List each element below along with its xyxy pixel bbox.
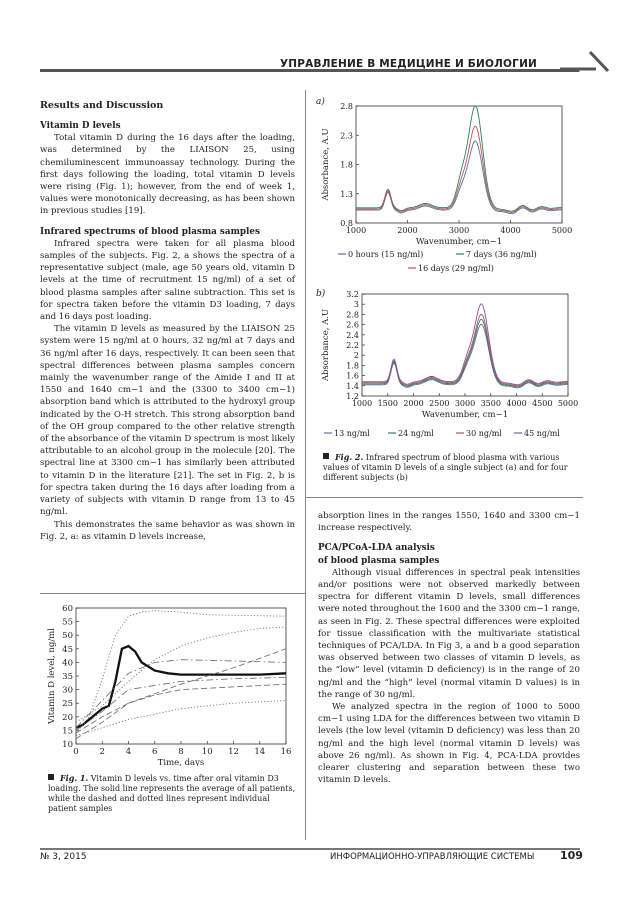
journal-section-title: УПРАВЛЕНИЕ В МЕДИЦИНЕ И БИОЛОГИИ <box>280 58 538 70</box>
x-tick-label: 8 <box>178 747 184 757</box>
series-patient-4 <box>76 649 286 739</box>
series-patient-1 <box>76 611 286 733</box>
x-tick-label: 3500 <box>480 399 501 408</box>
fig1-chart <box>40 598 302 766</box>
y-tick-label: 1.3 <box>340 189 353 199</box>
fig2-caption <box>323 452 578 483</box>
legend-entry: 45 ng/ml <box>524 429 560 438</box>
fig1-caption-text: Vitamin D levels vs. time after oral vitamin D3 loading. The solid line represents the average of all patients, while the dashed and dotted lines represent individual patient samples <box>48 774 296 813</box>
legend-entry: 16 days (29 ng/ml) <box>418 264 494 273</box>
series-16 days (29 ng/ml) <box>356 126 562 212</box>
y-tick-label: 2.2 <box>346 341 359 350</box>
x-tick-label: 6 <box>152 747 158 757</box>
paragraph: Infrared spectra were taken for all plasma blood samples of the subjects. Fig. 2, a shows the spectra of a representative subject (male, age 50 years old, vitamin D levels at the time of recruitment 15 ng/ml) of a set of blood plasma samples after saline subtraction. This set is for spectra taken before the vitamin D3 loading, 7 days and 16 days post loading. <box>40 238 295 323</box>
y-tick-label: 2.8 <box>340 102 353 111</box>
y-axis-label: Absorbance, A.U <box>321 308 331 382</box>
fig2-caption-label: Fig. 2. <box>335 452 364 462</box>
x-tick-label: 0 <box>73 747 79 757</box>
x-tick-label: 14 <box>254 747 266 757</box>
subsection-title: Infrared spectrums of blood plasma samples <box>40 226 260 237</box>
x-tick-label: 12 <box>228 747 239 757</box>
y-tick-label: 50 <box>62 631 73 642</box>
x-axis-label: Time, days <box>157 758 205 766</box>
series-24 ng/ml <box>362 319 568 387</box>
legend-entry: 24 ng/ml <box>398 429 434 438</box>
bullet-icon <box>48 774 54 780</box>
y-tick-label: 2.3 <box>340 131 353 141</box>
y-tick-label: 1.4 <box>346 381 359 391</box>
x-tick-label: 1500 <box>377 399 398 408</box>
subsection-title-cont: of blood plasma samples <box>318 555 440 566</box>
y-tick-label: 35 <box>62 672 73 682</box>
x-tick-label: 1000 <box>345 226 367 235</box>
paragraph: The vitamin D levels as measured by the LIAISON 25 system were 15 ng/ml at 0 hours, 32 ng/ml at 7 days and 36 ng/ml after 16 days, respectively. It can been seen that spectral differences between plasma samples concern mainly the wavenumber range of the Amide I and II at 1550 and 1640 cm−1 and the (3300 to 3400 cm−1) absorption band which is attributed to the hydroxyl group indicated by the O-H stretch. This strong absorption band of the OH group compared to the other relative strength of the absorbance of the vitamin D spectrum is most likely attributable to an alcohol group in the molecule [20]. The spectral line at 3300 cm−1 has similarly been attributed to vitamin D in the literature [21]. The set in Fig. 2, b is for spectra taken during the 16 days after loading from a variety of subjects with vitamin D range from 13 to 45 ng/ml. <box>40 324 295 518</box>
y-tick-label: 1.6 <box>346 371 359 381</box>
y-tick-label: 60 <box>62 604 73 614</box>
y-tick-label: 45 <box>62 644 73 655</box>
legend-entry: 0 hours (15 ng/ml) <box>348 250 424 259</box>
x-tick-label: 4 <box>125 747 132 757</box>
left-column <box>40 100 295 543</box>
header-slant-decoration <box>560 50 610 72</box>
paragraph: Although visual differences in spectral peak intensities and/or positions were not observed markedly between spectra for different vitamin D levels, small differences were noted throughout the 1600 and the 3300 cm−1 range, as seen in Fig. 2. These spectral differences were exploited for tissue classification with the multivariate statistical techniques of PCA/LDA. In Fig 3, a and b a good separation was observed between two classes of vitamin D levels, as the “low” level (vitamin D deficiency) is in the range of 20 ng/ml and the “high” level (normal vitamin D values) is in the range of 30 ng/ml. <box>318 567 580 700</box>
y-tick-label: 10 <box>62 740 73 750</box>
series-average <box>76 646 286 728</box>
column-divider <box>305 90 306 840</box>
series-13 ng/ml <box>362 324 568 387</box>
right-column <box>318 510 580 786</box>
series-patient-7 <box>76 677 286 730</box>
y-tick-label: 3.2 <box>346 290 359 299</box>
issue-number: № 3, 2015 <box>40 852 87 862</box>
legend-entry: 30 ng/ml <box>466 429 502 438</box>
plot-frame <box>356 106 562 223</box>
bullet-icon <box>323 453 329 459</box>
x-tick-label: 2500 <box>429 399 450 408</box>
x-axis-label: Wavenumber, cm−1 <box>415 237 503 247</box>
x-tick-label: 2000 <box>403 399 424 408</box>
figure-box-top <box>40 593 305 594</box>
paragraph: We analyzed spectra in the region of 1000 to 5000 cm−1 using LDA for the differences between two vitamin D levels (the low level (vitamin D deficiency) was less than 20 ng/ml and the high level (normal vitamin D levels) was above 26 ng/ml). As shown in Fig. 4, PCA-LDA provides clearer clustering and separation between these two vitamin D levels. <box>318 702 580 786</box>
y-tick-label: 2 <box>353 351 359 361</box>
plot-frame <box>362 294 568 396</box>
fig2-caption-text: Infrared spectrum of blood plasma with various values of vitamin D levels of a single subject (a) and for four different subjects (b) <box>323 453 568 482</box>
y-tick-label: 1.8 <box>346 361 359 371</box>
series-30 ng/ml <box>362 314 568 386</box>
fig1-caption-label: Fig. 1. <box>60 773 89 783</box>
y-tick-label: 30 <box>62 685 73 696</box>
fig2a-label: a) <box>316 97 325 107</box>
y-tick-label: 55 <box>62 617 73 628</box>
x-tick-label: 3000 <box>448 226 470 235</box>
y-tick-label: 15 <box>62 726 73 737</box>
y-tick-label: 2.6 <box>346 320 359 330</box>
fig2b-chart <box>318 284 582 444</box>
series-45 ng/ml <box>362 304 568 385</box>
footer-rule <box>40 848 580 850</box>
x-tick-label: 1000 <box>351 399 373 408</box>
paragraph: This demonstrates the same behavior as was shown in Fig. 2, a: as vitamin D levels increase, <box>40 519 295 542</box>
page-number: 109 <box>560 849 583 862</box>
paragraph: absorption lines in the ranges 1550, 1640 and 3300 cm−1 increase respectively. <box>318 511 580 534</box>
x-tick-label: 16 <box>280 747 292 757</box>
subsection-title: PCA/PCoA-LDA analysis <box>318 543 435 554</box>
subsection-title: Vitamin D levels <box>40 121 121 131</box>
y-tick-label: 3 <box>353 300 359 310</box>
x-tick-label: 4000 <box>506 399 527 408</box>
y-tick-label: 40 <box>62 658 73 669</box>
y-tick-label: 25 <box>62 699 73 710</box>
series-7 days (36 ng/ml) <box>356 106 562 211</box>
series-patient-3 <box>76 660 286 728</box>
legend-entry: 7 days (36 ng/ml) <box>466 250 537 259</box>
x-tick-label: 5000 <box>551 226 573 235</box>
fig2b-label: b) <box>316 289 326 299</box>
series-0 hours (15 ng/ml) <box>356 141 562 214</box>
x-tick-label: 3000 <box>454 399 476 408</box>
y-tick-label: 0.8 <box>340 219 353 228</box>
x-tick-label: 10 <box>201 747 213 757</box>
y-tick-label: 2.8 <box>346 310 359 320</box>
fig1-caption <box>48 773 296 814</box>
journal-name: ИНФОРМАЦИОННО-УПРАВЛЯЮЩИЕ СИСТЕМЫ <box>330 852 535 862</box>
y-axis-label: Vitamin D level, ng/ml <box>47 628 57 724</box>
x-tick-label: 5000 <box>557 399 579 408</box>
fig2a-chart <box>318 100 582 278</box>
y-tick-label: 20 <box>62 712 73 723</box>
legend-entry: 13 ng/ml <box>334 429 370 438</box>
plot-frame <box>76 608 286 744</box>
y-tick-label: 2.4 <box>346 330 359 340</box>
figure-box-top <box>305 497 583 498</box>
section-title: Results and Discussion <box>40 100 164 111</box>
x-axis-label: Wavenumber, cm−1 <box>421 410 509 420</box>
y-axis-label: Absorbance, A.U <box>321 128 331 201</box>
x-tick-label: 4000 <box>500 226 521 235</box>
y-tick-label: 1.2 <box>346 392 359 401</box>
paragraph: Total vitamin D during the 16 days after the loading, was determined by the LIAISON 25, using chemiluminescent immunoassay technology. During the first days following the loading, total vitamin D levels were rising (Fig. 1); however, from the end of week 1, values were monotonically decreasing, as has been shown in previous studies [19]. <box>40 133 295 217</box>
x-tick-label: 4500 <box>532 399 553 408</box>
x-tick-label: 2 <box>99 747 105 757</box>
y-tick-label: 1.8 <box>340 160 353 170</box>
x-tick-label: 2000 <box>397 226 418 235</box>
